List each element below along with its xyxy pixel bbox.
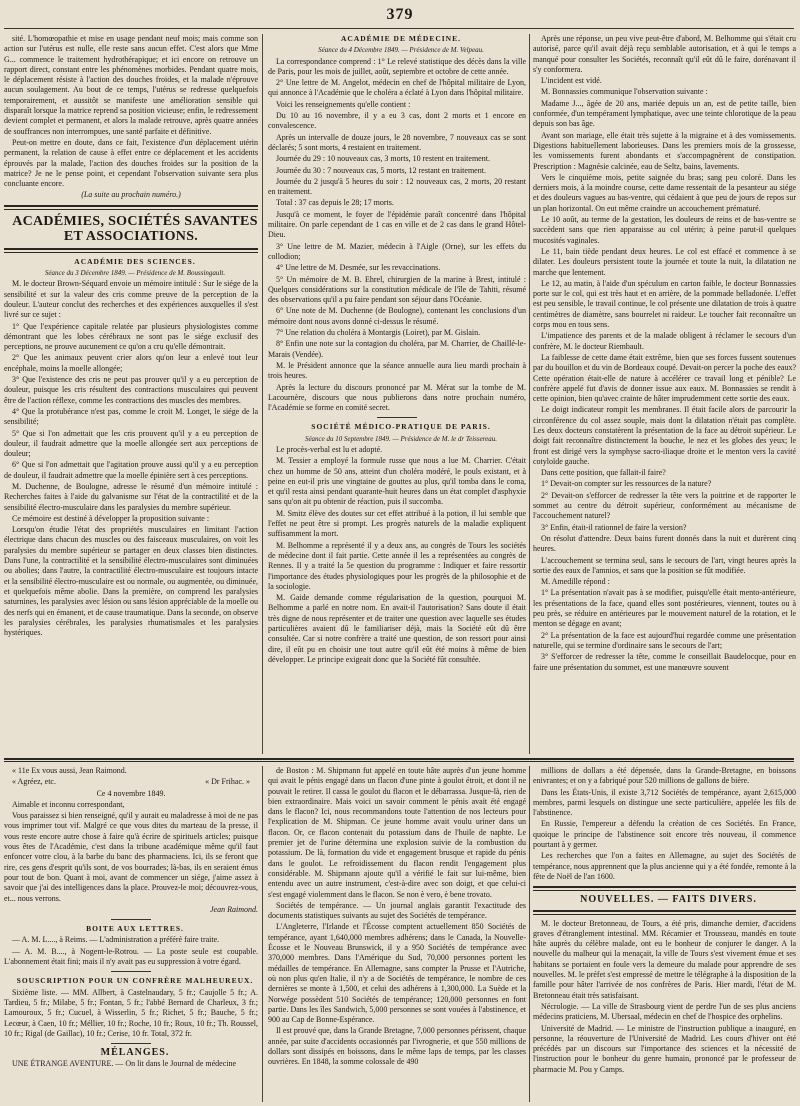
- paragraph: Lorsqu'on étudie l'état des propriétés musculaires en limitant l'action électrique dans chacun des muscles ou des faisceaux musculaires, on voit les paralysies du membre supérieur se partager en deux classes bien distinctes. Dans l'une, la contractilité et la sensibilité électro-musculaires sont diminuées ou abolies; dans l'autre, la contractilité électro-musculaire est toujours intacte et la sensibilité électro-musculaire est ou normale, ou augmentée, ou diminuée, et quelquefois même abolie. Dans la première, on comprend les paralysies saturnines, les paralysies avec lésion ou sans lésion appréciable de la moelle ou des nerfs qui en émanent, et de cause traumatique. Dans la seconde, on observe les paralysies cérébrales, les paralysies rhumatismales et les paralysies hystériques.: [4, 525, 258, 638]
- paragraph: Le 11, bain tiède pendant deux heures. Le col est effacé et commence à se dilater. Les douleurs persistent toute la journée et toute la nuit, la dilatation ne marche que lentement.: [533, 246, 796, 277]
- paragraph: Nécrologie. — La ville de Strasbourg vient de perdre l'un de ses plus anciens médecins praticiens, M. Ubersaal, médecin en chef de l'hospice des orphelins.: [533, 1001, 796, 1022]
- column-5: [268, 766, 526, 1102]
- paragraph: Journée du 30 : 7 nouveaux cas, 5 morts, 12 restant en traitement.: [276, 165, 486, 175]
- paragraph: 1° Que l'expérience capitale relatée par plusieurs physiologistes comme démontrant que les lobes cérébraux ne sont pas le siége exclusif des perceptions, ne prouve aucunement ce qu'on a cru qu'elle démontrait.: [4, 321, 258, 352]
- paragraph: Le 12, au matin, à l'aide d'un spéculum en carton faible, le docteur Bonnassies porte sur le col, qui est très haut et en arrière, de la pommade belladonée. L'effet est peu sensible, le travail continue, le col présente une dilatation de trois à quatre centimètres de diamètre, sans bourrelet ni raideur. Le toucher fait reconnaître un corps mou en tous sens.: [533, 278, 796, 330]
- paragraph: Aimable et inconnu correspondant,: [12, 799, 125, 809]
- paragraph: « 11e Ex vous aussi, Jean Raimond.: [12, 766, 127, 775]
- paragraph: Université de Madrid. — Le ministre de l'instruction publique a inauguré, en personne, la réouverture de l'Université de Madrid. Les cours d'hiver ont été précédés par un discours sur l'importance des sciences et la nécessité de l'instruction pour le bonheur du genre humain, prononcé par le professeur de pharmacie M. Pou y Camps.: [533, 1023, 796, 1074]
- paragraph: 3° Enfin, était-il rationnel de faire la version?: [541, 522, 687, 532]
- column-2: [268, 34, 526, 752]
- paragraph: 2° Que les animaux peuvent crier alors qu'on leur a enlevé tout leur encéphale, moins la moelle allongée;: [4, 353, 258, 373]
- paragraph: M. Duchenne, de Boulogne, adresse le résumé d'un mémoire intitulé : Recherches faites à l'aide du galvanisme sur l'état de la contractilité et de la sensibilité électro-musculaire dans les paralysies du membre supérieur.: [4, 481, 258, 512]
- paragraph: M. Tessier a employé la formule russe que nous a lue M. Charrier. C'était chez un homme de 50 ans, atteint d'un choléra modéré, le pouls existant, et à peine en eut-il pris une vingtaine de gouttes au plus, qu'il tomba dans le coma, et qu'il resta ainsi pendant quarante-huit heures dans un état complet d'asphyxie sans qu'on ait pu obtenir de réaction, puis il succomba.: [268, 456, 526, 507]
- paragraph: 3° S'efforcer de redresser la tête, comme le conseillait Baudelocque, pour en faire une présentation du sommet, est une manœuvre souvent: [533, 652, 796, 672]
- section-title: ACADÉMIES, SOCIÉTÉS SAVANTES ET ASSOCIATIONS.: [12, 213, 258, 244]
- page-number: 379: [386, 6, 414, 23]
- paragraph: 4° Que la protubérance n'est pas, comme le croit M. Longet, le siége de la sensibilité;: [4, 406, 258, 427]
- paragraph: Sociétés de tempérance. — Un journal anglais garantit l'exactitude des documents statistiques suivants au sujet des Sociétés de tempérance.: [268, 900, 526, 921]
- paragraph: M. le docteur Bretonneau, de Tours, a été pris, dimanche dernier, d'accidens graves d'étranglement intestinal. MM. Récamier et Trousseau, mandés en toute hâte auprès du célèbre malade, ont eu le bonheur de conjurer le danger. A la nouvelle du malheur qui la menaçait, la ville de Tours s'est vivement émue et ses habitans se portaient en foule vers la demeure du malade pour apprendre de ses nouvelles. M. le préfet s'est empressé de mettre le télégraphe à la disposition de la famille pour hâter l'arrivée de nos confrères de Paris. Hier mardi, l'état de M. Bretonneau était très satisfaisant.: [533, 918, 796, 1000]
- column-4: [4, 766, 258, 1102]
- paragraph: Journée du 2 jusqu'à 5 heures du soir : 12 nouveaux cas, 2 morts, 20 restant en traitement.: [268, 176, 526, 197]
- paragraph: M. Smitz élève des doutes sur cet effet attribué à la potion, il lui semble que l'effet ne peut être si prompt. Les progrès naturels de la maladie expliquent suffisamment la mort.: [268, 508, 526, 539]
- paragraph: 6° Une note de M. Duchenne (de Boulogne), contenant les conclusions d'un mémoire dont nous avons donné ci-dessus le résumé.: [268, 306, 526, 326]
- paragraph: Le 10 août, au terme de la gestation, les douleurs de reins et de bas-ventre se succèdent sans que rien apparaisse au col utérin; à peine parut-il quelques mucosités vaginales.: [533, 215, 796, 245]
- closing-line: [4, 777, 258, 787]
- paragraph: Après la lecture du discours prononcé par M. Mérat sur la tombe de M. Lacournère, discours que nous publierons dans notre prochain numéro, l'Académie se forme en comité secret.: [268, 382, 526, 413]
- paragraph: Avant son mariage, elle était très sujette à la migraine et à des vomissements. Digestions habituellement laborieuses. Dans les premiers mois de la grossesse, les vomissements furent abondants et s'accompagnèrent de constipation. Prescription : Magnésie calcinée, eau de Seltz, bains, lavements.: [533, 130, 796, 171]
- paragraph: La faiblesse de cette dame était extrême, bien que ses forces fussent soutenues par du bouillon et du vin de Bordeaux coupé. Devait-on percer la poche des eaux? Cette opération était-elle de nature à accélérer ce travail long et pénible? Le confrère appelé fut d'avis de donner issue aux eaux. M. Bonnassies se rendit à cette opinion, bien qu'avec crainte de hâter imprudemment cette sortie des eaux.: [533, 352, 796, 404]
- column-1: [4, 34, 258, 752]
- paragraph: de Boston : M. Shipmann fut appelé en toute hâte auprès d'un jeune homme qui avait le pénis engagé dans un flacon d'une pinte à goulot étroit, et dont il ne pouvait le retirer. Il cassa le goulot du flacon et le débarrassa. Jusque-là, rien de bien extraordinaire. Mais voici un savoir comment le pénis avait été engagé dans le flacon? Ici, nous recommandons toute l'attention de nos lecteurs pour l'explication de M. Shipman. Ce jeune homme avait voulu uriner dans un flacon. Or, ce flacon contenait du potassium dans de l'huile de naphte. Le premier jet de l'urine détermina une explosion suivie de la combustion du potassium. De là, formation du vide et engagement brusque et rapide du pénis dans le goulot. Le refroidissement du flacon rendit l'engagement plus considérable. M. Shipmann ajoute qu'il a vérifié le fait sur lui-même, bien entendu avec un autre instrument, c'est-à-dire avec son doigt, et que celui-ci s'est engagé violemment dans le flacon. Se non è vero, è bene trovato.: [268, 766, 526, 899]
- paragraph: Les recherches que l'on a faites en Allemagne, au sujet des Sociétés de tempérance, nous apprennent que la plus ancienne qui y a été fondée, remonte à la fête de Noël de l'an 1600.: [533, 851, 796, 881]
- paragraph: M. Gaide demande comme régularisation de la question, pourquoi M. Belhomme a parlé en notre nom. En avait-il l'autorisation? Sans doute il était très digne de nous représenter et de traiter une question avec laquelle ses études particulières avaient dû le familiariser déjà, mais la Société eût dû être consultée. Car si notre confrère a traité une question, de son ressort pour ainsi dire, il eût pu en choisir une tout autre qu'il eût été moins à même de bien développer. Le principe exigeait donc que la Société fût consultée.: [268, 593, 526, 664]
- session-meta: Séance du 3 Décembre 1849. — Présidence de M. Boussingault.: [44, 269, 226, 278]
- paragraph: Jusqu'à ce moment, le foyer de l'épidémie paraît concentré dans l'hôpital militaire. On parle cependant de 1 cas en ville et de 2 cas dans le grand Hôtel-Dieu.: [268, 209, 526, 240]
- date-line: Ce 4 novembre 1849.: [96, 788, 166, 798]
- paragraph: Vous paraissez si bien renseigné, qu'il y aurait eu maladresse à moi de ne pas vous imprimer tout vif. Malgré ce que vous dites du marteau de la presse, il vous reste encore autre chose à faire qu'à écrire de spirituels articles; puisque vous êtes de l'Académie, c'est dans la tribune académique même qu'il faut enfoncer votre clou, à la barbe du banc des pharmaciens. Ici, ils se feront que rire, ces gens d'esprit qu'ils sont, de vos bourrades; là-bas, ils en seraient émus pour tout de bon. Quant à moi, avant de commencer un siége, j'aime assez à savoir que j'ai des intelligences dans la place. Prouvez-le moi; découvrez-vous, et... nous verrons.: [4, 811, 258, 903]
- divider: [111, 971, 151, 972]
- paragraph: 5° Un mémoire de M. B. Ehrel, chirurgien de la marine à Brest, intitulé : Quelques considérations sur la constitution médicale de l'île de Tahiti, résumé des observations qu'il a pu faire pendant son séjour dans l'Océanie.: [268, 274, 526, 305]
- news-title: NOUVELLES. — FAITS DIVERS.: [580, 894, 757, 906]
- divider: [377, 417, 417, 418]
- paragraph: Du 10 au 16 novembre, il y a eu 3 cas, dont 2 morts et 1 encore en convalescence.: [268, 111, 526, 131]
- paragraph: 3° Une lettre de M. Mazier, médecin à l'Aigle (Orne), sur les effets du collodion;: [268, 241, 526, 261]
- column-6: [533, 766, 796, 1102]
- subscription-title: SOUSCRIPTION POUR UN CONFRÈRE MALHEUREUX.: [16, 976, 254, 986]
- column-divider: [529, 766, 530, 1102]
- paragraph: 4° Une lettre de M. Desmée, sur les revaccinations.: [276, 263, 441, 273]
- paragraph: Madame J..., âgée de 20 ans, mariée depuis un an, est de petite taille, bien conformée, d'un tempérament lymphatique, avec une teinte chlorotique de la peau depuis son bas âge.: [533, 98, 796, 129]
- paragraph: 2° Devait-on s'efforcer de redresser la tête vers la poitrine et de rapporter le sommet au centre du détroit supérieur, conformément au mécanisme de l'accouchement naturel?: [533, 490, 796, 521]
- continued-note: (La suite au prochain numéro.): [81, 190, 181, 200]
- paragraph: M. Belhomme a représenté il y a deux ans, au congrès de Tours les sociétés de médecine dont il fait partie. Cette année il les a représentées au congrès de Rennes. Il y a traité la 5e question du programme : Indiquer et faire ressortir l'importance des études physiologiques pour les progrès de la philosophie et de la sociologie.: [268, 540, 526, 591]
- paragraph: La correspondance comprend : 1° Le relevé statistique des décès dans la ville de Paris, pour les mois de juillet, août, septembre et octobre de cette année.: [268, 56, 526, 76]
- divider: [111, 1043, 151, 1044]
- paragraph: Dans les États-Unis, il existe 3,712 Sociétés de tempérance, ayant 2,615,000 membres, parmi lesquels on distingue une secte particulière, appelée les fils de l'abstinence.: [533, 787, 796, 818]
- column-divider: [262, 766, 263, 1102]
- session-meta: Séance du 10 Septembre 1849. — Présidence de M. le dr Teissereau.: [304, 434, 498, 443]
- header-rule: [4, 28, 794, 29]
- paragraph: L'Angleterre, l'Irlande et l'Écosse comptent actuellement 850 Sociétés de tempérance, ayant 1,640,000 membres adhérens; dans le Canada, la Nouvelle-Écosse et le Nouveau Brunswick, il y a 950 Sociétés de tempérance avec 370,000 membres. Dans l'Amérique du Sud, 70,000 personnes portent les médailles de tempérance. En Allemagne, sans compter la Prusse et l'Autriche, où non plus qu'en Italie, il n'y a de Sociétés de tempérance, le nombre de ces dernières se monte à 1,500, et celui des adhérens à 1,300,000. La Suède et la Norwége possèdent 510 Sociétés de tempérance; 120,000 personnes en font partie. Dans les îles Sandwich, 5,000 personnes se sont vouées à l'abstinence, et 900 au Cap de Bonne-Espérance.: [268, 922, 526, 1025]
- signature: Jean Raimond.: [210, 904, 258, 914]
- paragraph: Total : 37 cas depuis le 28; 17 morts.: [276, 198, 394, 208]
- paragraph: 1° La présentation n'avait pas à se modifier, puisqu'elle était mento-antérieure, les présentations de la face, quand elles sont postérieures, viennent, toutes ou à peu près, se réduire en antérieures par le mouvement naturel de la rotation, et le menton se dégage en avant;: [533, 588, 796, 629]
- paragraph: Voici les renseignements qu'elle contient :: [276, 99, 411, 109]
- paragraph: On résolut d'attendre. Deux bains furent donnés dans la nuit et durèrent cinq heures.: [533, 533, 796, 554]
- column-divider: [529, 34, 530, 754]
- paragraph: Ce mémoire est destiné à développer la proposition suivante :: [12, 513, 210, 523]
- session-meta: Séance du 4 Décembre 1849. — Présidence de M. Velpeau.: [318, 46, 484, 55]
- paragraph: Il est prouvé que, dans la Grande Bretagne, 7,000 personnes périssent, chaque année, par suite d'accidents occasionnés par l'ivrognerie, et que 550 millions de dollars sont dissipés en boissons, dans le même laps de temps, par les classes ouvrières. En 1848, la somme colossale de 490: [268, 1026, 526, 1067]
- section-divider: [4, 205, 258, 210]
- academy-title: ACADÉMIE DES SCIENCES.: [74, 256, 196, 266]
- society-title: SOCIÉTÉ MÉDICO-PRATIQUE DE PARIS.: [311, 422, 491, 432]
- section-divider: [4, 248, 258, 253]
- paragraph: 8° Enfin une note sur la contagion du choléra, par M. Charrier, de Chaillé-le-Marais (Vendée).: [268, 339, 526, 359]
- column-3: [533, 34, 796, 752]
- paragraph: 2° Une lettre de M. Angelot, médecin en chef de l'hôpital militaire de Lyon, qui annonce à l'Académie que le choléra a éclaté à Lyon dans l'hôpital militaire.: [268, 78, 526, 98]
- paragraph: 5° Que si l'on admettait que les cris prouvent qu'il y a eu perception de douleur, il faudrait admettre que la moelle allongée sert aux perceptions de douleur;: [4, 428, 258, 459]
- paragraph: Journée du 29 : 10 nouveaux cas, 3 morts, 10 restent en traitement.: [276, 154, 490, 164]
- paragraph: — A. M. L...., à Reims. — L'administration a préféré faire traite.: [12, 935, 220, 945]
- paragraph: L'impatience des parents et de la malade obligent à réclamer le secours d'un confrère, M. le docteur Riembault.: [533, 331, 796, 351]
- letter-signature: « Dr Frihac. »: [205, 777, 250, 787]
- paragraph: Après une réponse, un peu vive peut-être d'abord, M. Belhomme qui s'était cru autorisé, parce qu'il avait déjà reçu semblable autorisation, et à qui le temps a manqué pour consulter les Sociétés, reconnaît qu'il eût dû le faire, dorénavant il s'y conformera.: [533, 34, 796, 74]
- paragraph: Le procès-verbal est lu et adopté.: [276, 444, 383, 454]
- paragraph: M. Amedille répond :: [541, 577, 610, 587]
- paragraph: L'accouchement se termina seul, sans le secours de l'art, vingt heures après la sortie des eaux de l'amnios, et sans que la position se fût modifiée.: [533, 555, 796, 575]
- paragraph: sité. L'homœopathie et mise en usage pendant neuf mois; mais comme son action sur l'utérus est nulle, elle reste sans aucun effet. C'est alors que Mme G... commence le traitement hydrothérapique; et ici encore on retrouve un rapport direct, constant entre les phénomènes morbides. Pendant quatre mois, le déplacement résiste à l'action des douches froides, et la malade n'éprouve aucun soulagement. Au bout de ce temps, l'utérus se redresse quelquefois temporairement, et aussitôt se manifeste une amélioration sensible qui disparaît lorsque la matrice reprend sa position vicieuse; enfin, le redressement devient complet et permanent, et alors la malade retrouve, après quatre années de souffrances non interrompues, une santé parfaite et définitive.: [4, 34, 258, 136]
- paragraph: L'incident est vidé.: [541, 76, 602, 86]
- page-divider: [4, 761, 794, 762]
- paragraph: 2° La présentation de la face est aujourd'hui regardée comme une présentation naturelle, qui se termine d'ordinaire sans le secours de l'art;: [533, 630, 796, 650]
- miscellany-title: MÉLANGES.: [100, 1047, 170, 1059]
- paragraph: millions de dollars a été dépensée, dans la Grande-Bretagne, en boissons enivrantes; et on y a fabriqué pour 520 millions de gallons de bière.: [533, 766, 796, 786]
- paragraph: M. le docteur Brown-Séquard envoie un mémoire intitulé : Sur le siége de la sensibilité et sur la valeur des cris comme preuve de la perception de la douleur. L'auteur conclut des recherches et des expériences auxquelles il s'est livré sur ce sujet :: [4, 279, 258, 320]
- paragraph: 6° Que si l'on admettait que l'agitation prouve aussi qu'il y a eu perception de douleur, il faudrait admettre que la moelle épinière sert à ces perceptions.: [4, 460, 258, 480]
- paragraph: — A. M. B...., à Nogent-le-Rotrou. — La poste seule est coupable. L'abonnement était fini; mais il n'y avait pas eu suppression à votre égard.: [4, 946, 258, 967]
- paragraph: 1° Devait-on compter sur les ressources de la nature?: [541, 479, 712, 489]
- divider: [111, 919, 151, 920]
- paragraph: Dans cette position, que fallait-il faire?: [541, 468, 666, 478]
- academy-title: ACADÉMIE DE MÉDECINE.: [341, 34, 461, 43]
- paragraph: Vers le cinquième mois, petite saignée du bras; sang peu coloré. Dans les derniers mois, à la moindre course, cette dame ressentait de la pesanteur au siége et des douleurs vagues au bas-ventre, qui cédaient à que peu de jours de repos sur un plan horizontal. On eut même craindre un accouchement prématuré.: [533, 172, 796, 213]
- closing-formula: « Agréez, etc.: [12, 777, 56, 787]
- paragraph: Après un intervalle de douze jours, le 28 novembre, 7 nouveaux cas se sont déclarés; 5 sont morts, 4 restaient en traitement.: [268, 132, 526, 152]
- section-divider: [533, 886, 796, 891]
- mailbox-title: BOITE AUX LETTRES.: [86, 924, 184, 934]
- paragraph: UNE ÉTRANGE AVENTURE. — On lit dans le Journal de médecine: [12, 1059, 237, 1069]
- column-divider: [262, 34, 263, 754]
- section-divider: [533, 910, 796, 915]
- paragraph: M. le Président annonce que la séance annuelle aura lieu mardi prochain à trois heures.: [268, 360, 526, 381]
- paragraph: Sixième liste. — MM. Allbert, à Castelnaudary, 5 fr.; Caujolle 5 fr.; A. Tardieu, 5 fr.; Milabe, 5 fr.; Fontan, 5 fr.; l'abbé Bernard de Charleux, 3 fr.; Lamouroux, 5 fr.; Cucuel, à Wisserlin, 5 fr.; Richet, 5 fr.; Bauche, 5 fr.; Lecœur, à Caen, 10 fr.; Méllier, 10 fr.; Roche, 10 fr.; Roux, 10 fr.; Th. Roussel, 10 fr.; Rigal (de Gaillac), 10 fr.; Cerise, 10 fr. Total, 372 fr.: [4, 987, 258, 1038]
- paragraph: Peut-on mettre en doute, dans ce fait, l'existence d'un déplacement utérin permanent, la relation de cause à effet entre ce déplacement et les accidents éprouvés par la malade, l'action des douches froides sur la position de la matrice? Je ne le pense point, et cependant l'observation suivante sera plus concluante encore.: [4, 137, 258, 189]
- paragraph: Le doigt indicateur rompit les membranes. Il était facile alors de parcourir la circonférence du col assez souple, mais dont la dilatation n'était pas complète. Les deux docteurs constatèrent la présentation de la face au détroit supérieur. Le doigt fait reconnaître distinctement la bouche, le nez et les globes des yeux; le front est dirigé vers la symphyse sacro-iliaque droite et le menton vers la cavité cotyloïde gauche.: [533, 405, 796, 466]
- page-divider: [4, 758, 794, 760]
- paragraph: 7° Une relation du choléra à Montargis (Loiret), par M. Gislain.: [276, 328, 481, 338]
- paragraph: 3° Que l'existence des cris ne peut pas prouver qu'il y a eu perception de douleur, puisque les cris résultent des contractions musculaires qui peuvent être de l'action réflexe, comme les contractions des muscles des membres.: [4, 375, 258, 405]
- paragraph: M. Bonnassies communique l'observation suivante :: [541, 87, 708, 97]
- paragraph: En Russie, l'empereur a défendu la création de ces Sociétés. En France, quoique le principe de l'abstinence soit encore très nouveau, il commence pourtant à y germer.: [533, 819, 796, 850]
